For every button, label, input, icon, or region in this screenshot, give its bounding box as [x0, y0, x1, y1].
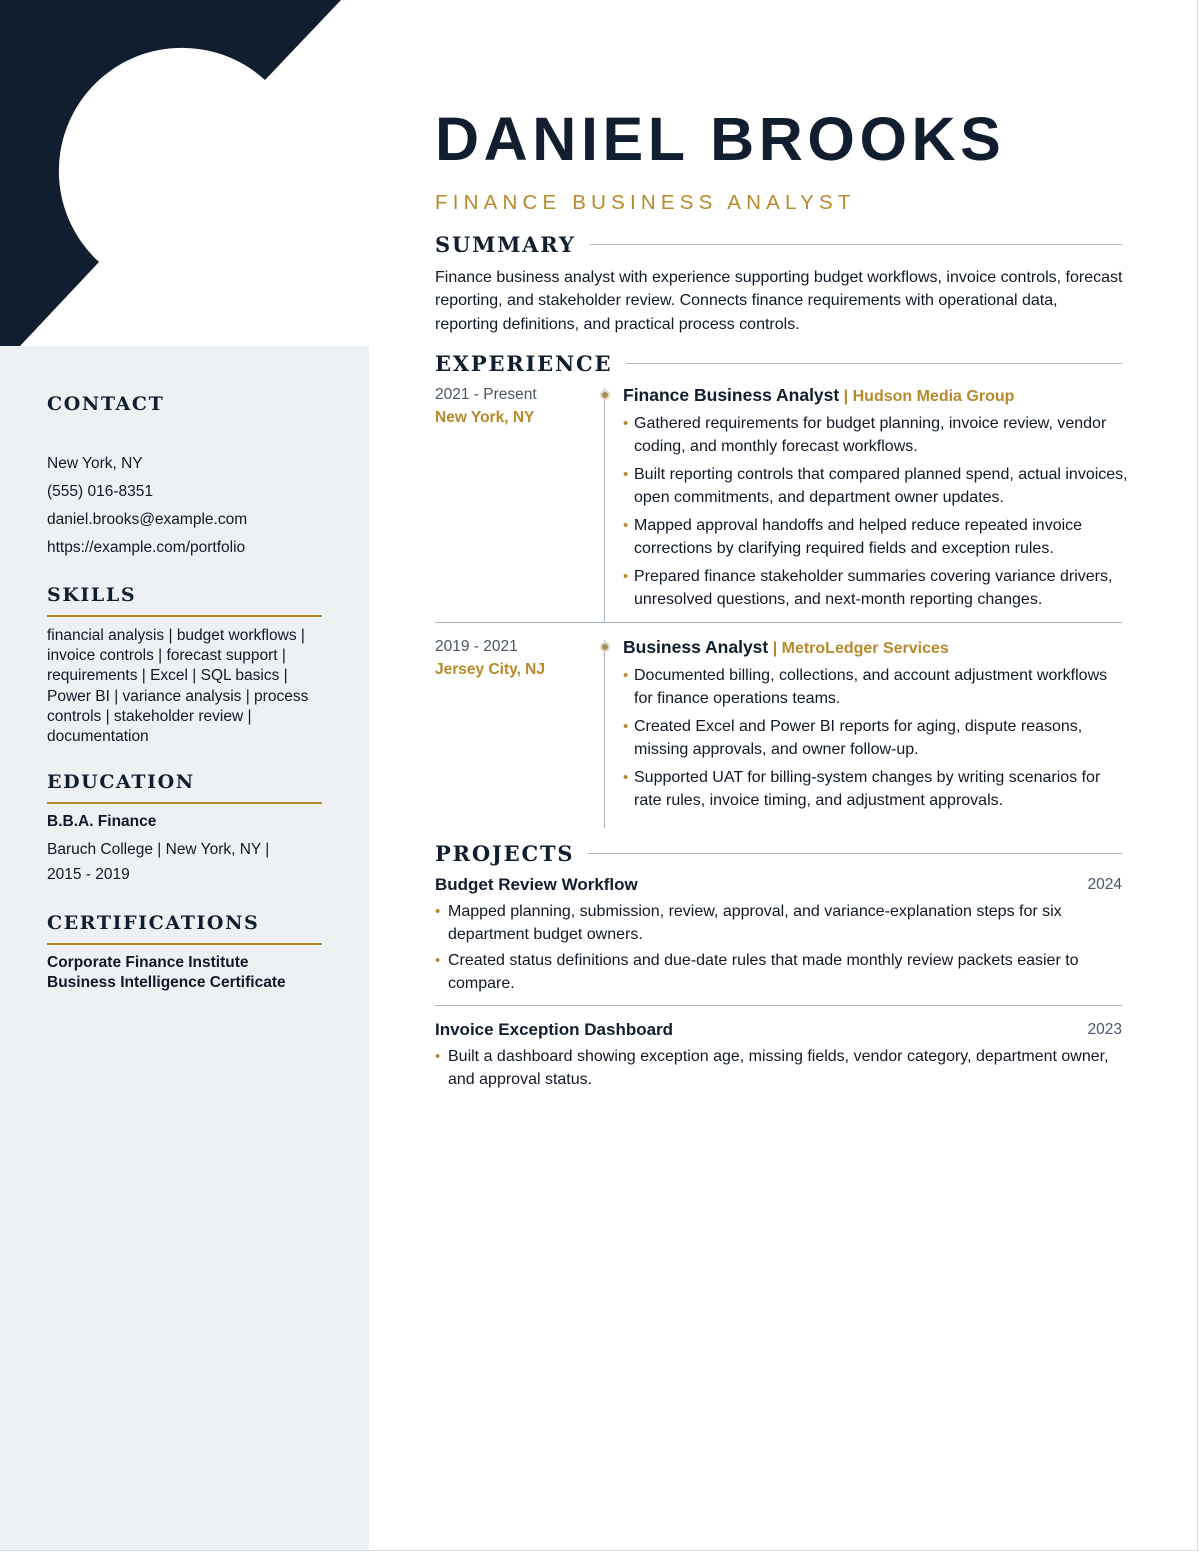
job-dates: 2021 - Present: [435, 386, 537, 403]
projects-divider: [435, 1005, 1122, 1006]
project-year: 2024: [1087, 876, 1122, 893]
education-degree: B.B.A. Finance: [47, 813, 157, 830]
job-dates: 2019 - 2021: [435, 638, 518, 655]
job-heading: [623, 385, 1014, 406]
timeline-dot: [600, 390, 610, 400]
projects-heading-row: [435, 841, 1122, 866]
job-bullets: [623, 412, 1128, 616]
candidate-name: DANIEL BROOKS: [435, 105, 1006, 173]
timeline-line: [604, 388, 605, 622]
skills-list: financial analysis | budget workflows | invoice controls | forecast support | requirements | Excel | SQL basics | Power BI | variance analysis | process controls | stakeholder review | documentation: [47, 627, 309, 746]
job-location: New York, NY: [435, 409, 535, 426]
timeline-dot: [600, 642, 610, 652]
education-section: [47, 771, 322, 887]
job-role: Finance Business Analyst: [623, 385, 840, 405]
job-role: Business Analyst: [623, 637, 769, 657]
skills-divider: [47, 615, 322, 617]
project-title: Invoice Exception Dashboard: [435, 1020, 674, 1039]
job-bullet: • Documented billing, collections, and account adjustment workflows for finance operations teams.: [623, 664, 1128, 710]
skills-section: [47, 584, 322, 747]
contact-phone[interactable]: (555) 016-8351: [47, 483, 153, 500]
decorative-corner-shape: [0, 0, 369, 346]
certifications-section: [47, 912, 322, 992]
project-bullet: • Created status definitions and due-date rules that made monthly review packets easier to compare.: [435, 949, 1122, 995]
summary-heading: SUMMARY: [435, 232, 576, 257]
contact-heading: CONTACT: [47, 393, 165, 415]
experience-divider: [435, 622, 1122, 623]
education-school: [47, 837, 322, 887]
summary-heading-row: [435, 232, 1122, 257]
job-bullet: • Mapped approval handoffs and helped reduce repeated invoice corrections by clarifying required fields and exception rules.: [623, 514, 1128, 560]
projects-heading: PROJECTS: [435, 841, 575, 866]
contact-section: [47, 393, 322, 562]
summary-heading-rule: [590, 244, 1122, 245]
project-bullets: [435, 900, 1122, 998]
education-heading: EDUCATION: [47, 771, 195, 793]
job-bullet: • Supported UAT for billing-system changes by writing scenarios for rate rules, invoice timing, and adjustment approvals.: [623, 766, 1128, 812]
certification-item: Corporate Finance Institute: [47, 954, 249, 971]
project-entry: [435, 1020, 1122, 1088]
job-bullet: • Created Excel and Power BI reports for aging, dispute reasons, missing approvals, and owner follow-up.: [623, 715, 1128, 761]
experience-heading: EXPERIENCE: [435, 351, 613, 376]
skills-heading: SKILLS: [47, 584, 137, 606]
job-separator: |: [768, 640, 782, 657]
experience-heading-rule: [626, 363, 1122, 364]
certifications-heading: CERTIFICATIONS: [47, 912, 260, 934]
project-bullets: [435, 1045, 1122, 1094]
project-year: 2023: [1087, 1021, 1122, 1038]
timeline-line: [604, 640, 605, 828]
candidate-title: FINANCE BUSINESS ANALYST: [435, 191, 856, 214]
job-heading: [623, 637, 949, 658]
certifications-divider: [47, 943, 322, 945]
education-divider: [47, 802, 322, 804]
contact-email[interactable]: daniel.brooks@example.com: [47, 511, 248, 528]
contact-location: New York, NY: [47, 455, 143, 472]
job-company: MetroLedger Services: [781, 640, 949, 657]
job-bullet: • Gathered requirements for budget planning, invoice review, vendor coding, and monthly forecast workflows.: [623, 412, 1128, 458]
projects-heading-rule: [588, 853, 1122, 854]
contact-website[interactable]: https://example.com/portfolio: [47, 539, 246, 556]
education-school-line: Baruch College | New York, NY |: [47, 841, 270, 858]
job-bullets: [623, 664, 1128, 817]
job-separator: |: [839, 388, 853, 405]
job-location: Jersey City, NJ: [435, 661, 545, 678]
project-bullet: • Built a dashboard showing exception age, missing fields, vendor category, department owner, and approval status.: [435, 1045, 1122, 1091]
job-company: Hudson Media Group: [852, 388, 1015, 405]
project-entry: [435, 875, 1122, 992]
experience-heading-row: [435, 351, 1122, 376]
summary-text: Finance business analyst with experience supporting budget workflows, invoice controls, forecast reporting, and stakeholder review. Connects finance requirements with operational data, reporting definitions, and practical process controls.: [435, 269, 1123, 333]
job-bullet: • Prepared finance stakeholder summaries covering variance drivers, unresolved questions, and next-month reporting changes.: [623, 565, 1128, 611]
education-years: 2015 - 2019: [47, 866, 130, 883]
project-bullet: • Mapped planning, submission, review, approval, and variance-explanation steps for six department budget owners.: [435, 900, 1122, 946]
certification-item: Business Intelligence Certificate: [47, 973, 286, 991]
project-title: Budget Review Workflow: [435, 875, 638, 894]
job-bullet: • Built reporting controls that compared planned spend, actual invoices, open commitments, and department owner updates.: [623, 463, 1128, 509]
